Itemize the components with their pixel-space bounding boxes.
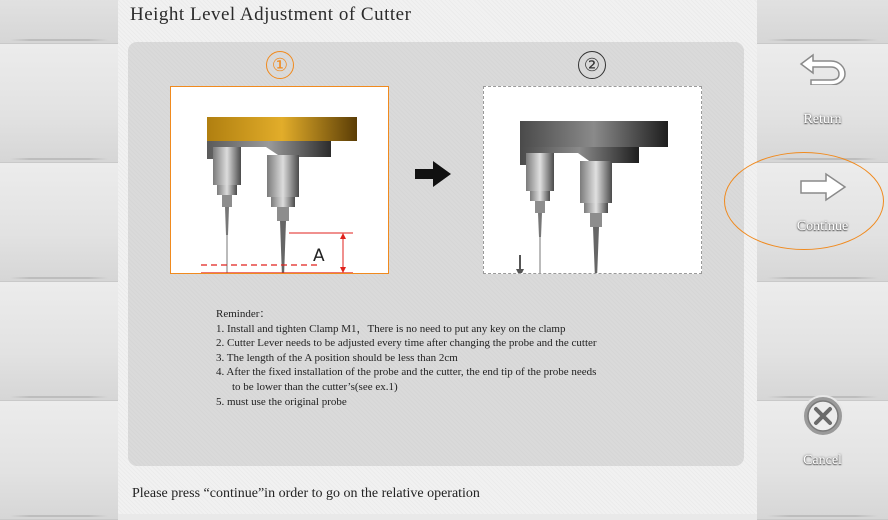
return-label: Return (803, 112, 842, 127)
reminder-item: 1. Install and tighten Clamp M1，There is no need to put any key on the clamp (216, 322, 566, 335)
cancel-button[interactable] (757, 390, 888, 480)
return-icon (799, 51, 847, 85)
cancel-label: Cancel (803, 453, 842, 468)
page-title: Height Level Adjustment of Cutter (130, 4, 412, 25)
main-area (118, 0, 757, 514)
reminder-text (216, 307, 597, 409)
arrow-right-icon (415, 161, 451, 192)
reminder-item: 5. must use the original probe (216, 395, 347, 408)
arrow-right-icon (798, 172, 848, 202)
step-2-number: ② (578, 51, 606, 79)
return-button[interactable] (757, 45, 888, 140)
close-icon (801, 394, 845, 438)
dimension-a-label: A (313, 246, 325, 266)
footer-hint: Please press “continue”in order to go on the relative operation (132, 486, 480, 501)
reminder-item: 2. Cutter Lever needs to be adjusted every time after changing the probe and the cutter (216, 337, 597, 350)
step-2-illustration (483, 86, 702, 274)
reminder-item: 4. After the fixed installation of the probe and the cutter, the end tip of the probe needs (216, 366, 597, 379)
reminder-heading: Reminder： (216, 308, 271, 320)
step-1-illustration (170, 86, 389, 274)
reminder-item: to be lower than the cutter’s(see ex.1) (232, 380, 398, 393)
continue-button[interactable] (757, 160, 888, 255)
left-sidebar (0, 0, 118, 514)
step-1-number: ① (266, 51, 294, 79)
reminder-item: 3. The length of the A position should be less than 2cm (216, 351, 458, 364)
instruction-panel (128, 42, 744, 466)
continue-label: Continue (796, 219, 849, 234)
